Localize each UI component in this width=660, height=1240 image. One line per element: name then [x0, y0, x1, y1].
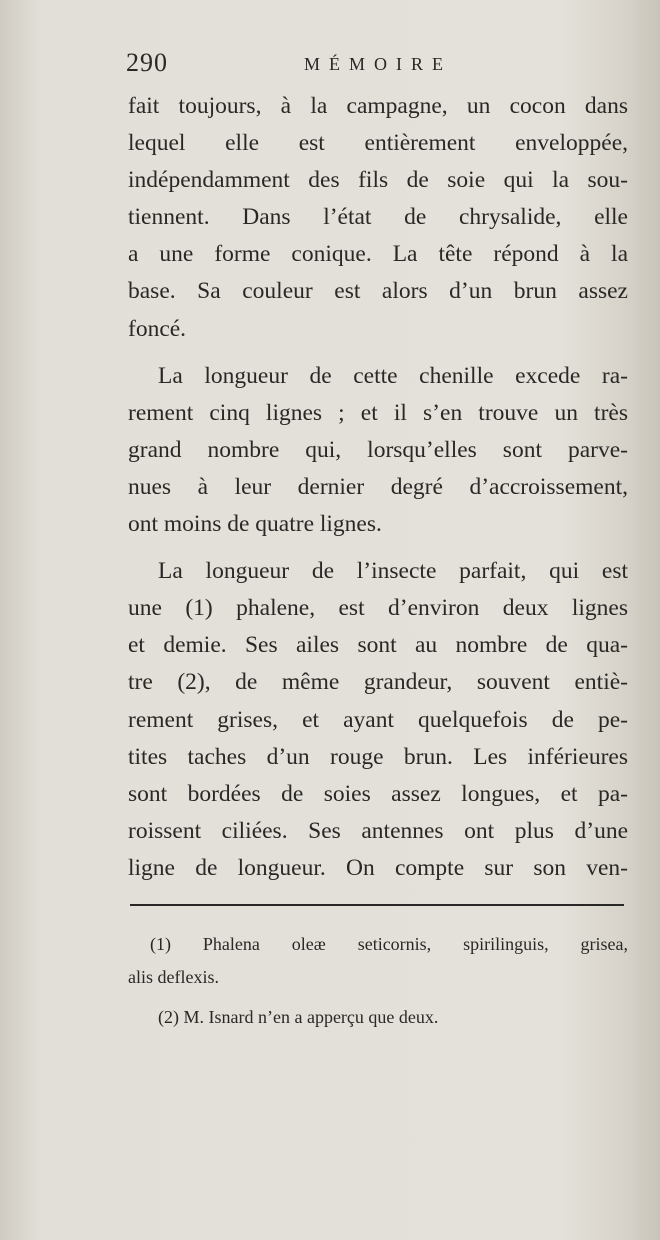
footnotes — [128, 928, 628, 1034]
text-line: rement grises, et ayant quelquefois de pe- — [128, 706, 628, 733]
text-line: base. Sa couleur est alors d’un brun assez — [128, 278, 628, 305]
text-line: tre (2), de même grandeur, souvent entiè- — [128, 669, 628, 696]
text-line: une (1) phalene, est d’environ deux lignes — [128, 595, 628, 622]
text-line: indépendamment des fils de soie qui la sou- — [128, 167, 628, 194]
text-line: tites taches d’un rouge brun. Les inférieures — [128, 743, 628, 770]
text-line: et demie. Ses ailes sont au nombre de qua- — [128, 632, 628, 659]
text-line: nues à leur dernier degré d’accroissement, — [128, 473, 628, 500]
paragraph — [128, 553, 628, 887]
text-line: La longueur de cette chenille excede ra- — [158, 362, 628, 389]
text-line: a une forme conique. La tête répond à la — [128, 241, 628, 268]
footnote-rule — [130, 904, 624, 906]
text-line: foncé. — [128, 315, 187, 342]
text-line: tiennent. Dans l’état de chrysalide, elle — [128, 204, 628, 231]
page-number: 290 — [126, 48, 168, 77]
running-title: MÉMOIRE — [304, 54, 452, 74]
footnote-1-continuation: alis deflexis. — [128, 967, 219, 987]
text-line: La longueur de l’insecte parfait, qui est — [158, 558, 628, 585]
footnote-1: (1) Phalena oleæ seticornis, spirilinguis, grisea, — [150, 934, 628, 954]
text-line: ont moins de quatre lignes. — [128, 511, 382, 538]
text-line: fait toujours, à la campagne, un cocon dans — [128, 93, 628, 119]
text-line: grand nombre qui, lorsqu’elles sont parve- — [128, 436, 628, 463]
footnote-2: (2) M. Isnard n’en a apperçu que deux. — [158, 1007, 439, 1027]
body-text — [128, 88, 628, 887]
paragraph — [128, 88, 628, 348]
text-line: sont bordées de soies assez longues, et pa- — [128, 780, 628, 807]
paragraph — [128, 358, 628, 543]
text-line: lequel elle est entièrement enveloppée, — [128, 130, 628, 157]
page-header — [126, 48, 626, 82]
text-line: roissent ciliées. Ses antennes ont plus d’une — [128, 817, 628, 844]
text-line: rement cinq lignes ; et il s’en trouve un très — [128, 399, 628, 426]
text-line: ligne de longueur. On compte sur son ven- — [128, 854, 628, 881]
